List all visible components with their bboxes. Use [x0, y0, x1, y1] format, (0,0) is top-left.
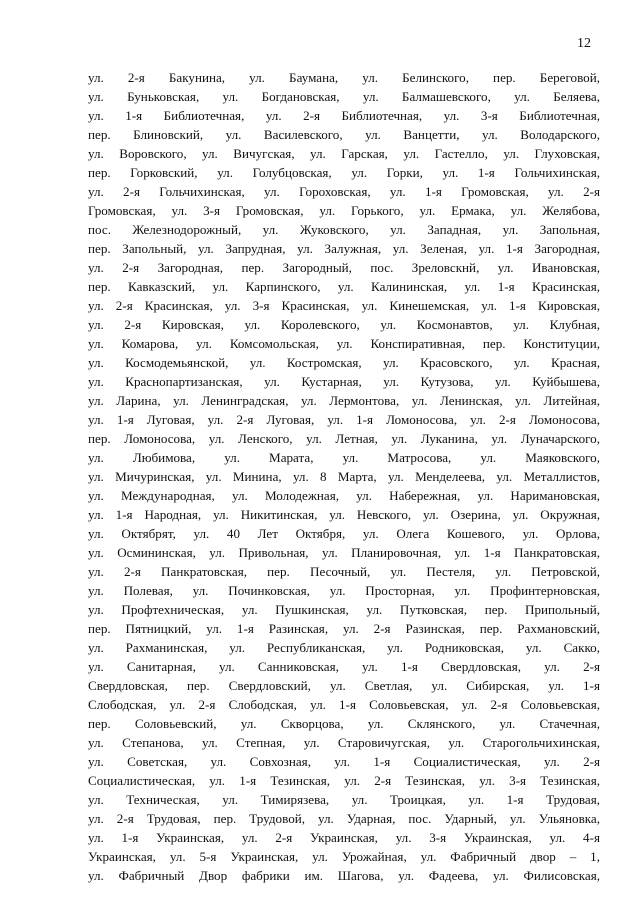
text-line: ул. 2-я Красинская, ул. 3-я Красинская, ул. Кинешемская, ул. 1-я Кировская, [88, 298, 600, 313]
text-line: ул. 2-я Бакунина, ул. Баумана, ул. Белинского, пер. Береговой, [88, 70, 600, 85]
text-line: ул. 1-я Луговая, ул. 2-я Луговая, ул. 1-я Ломоносова, ул. 2-я Ломоносова, [88, 412, 600, 427]
text-line: ул. Октябрят, ул. 40 Лет Октября, ул. Олега Кошевого, ул. Орлова, [88, 526, 600, 541]
text-line: ул. Космодемьянской, ул. Костромская, ул. Красовского, ул. Красная, [88, 355, 600, 370]
text-line: ул. Международная, ул. Молодежная, ул. Набережная, ул. Наримановская, [88, 488, 600, 503]
text-line: ул. 2-я Кировская, ул. Королевского, ул. Космонавтов, ул. Клубная, [88, 317, 600, 332]
text-line: пер. Кавказский, ул. Карпинского, ул. Калининская, ул. 1-я Красинская, [88, 279, 600, 294]
text-line: ул. Степанова, ул. Степная, ул. Старовичугская, ул. Старогольчихинская, [88, 735, 600, 750]
text-line: пер. Запольный, ул. Запрудная, ул. Залужная, ул. Зеленая, ул. 1-я Загородная, [88, 241, 600, 256]
text-line: пер. Горковский, ул. Голубцовская, ул. Горки, ул. 1-я Гольчихинская, [88, 165, 600, 180]
text-line: ул. Рахманинская, ул. Республиканская, ул. Родниковская, ул. Сакко, [88, 640, 600, 655]
body-text [88, 68, 600, 885]
text-line: Слободская, ул. 2-я Слободская, ул. 1-я Соловьевская, ул. 2-я Соловьевская, [88, 697, 600, 712]
text-line: пер. Пятницкий, ул. 1-я Разинская, ул. 2-я Разинская, пер. Рахмановский, [88, 621, 600, 636]
text-line: ул. 2-я Панкратовская, пер. Песочный, ул. Пестеля, ул. Петровской, [88, 564, 600, 579]
text-line: пос. Железнодорожный, ул. Жуковского, ул. Западная, ул. Запольная, [88, 222, 600, 237]
text-line: ул. Техническая, ул. Тимирязева, ул. Троицкая, ул. 1-я Трудовая, [88, 792, 600, 807]
text-line: ул. Мичуринская, ул. Минина, ул. 8 Марта, ул. Менделеева, ул. Металлистов, [88, 469, 600, 484]
page-number: 12 [577, 36, 591, 51]
text-line: ул. 2-я Трудовая, пер. Трудовой, ул. Ударная, пос. Ударный, ул. Ульяновка, [88, 811, 600, 826]
text-line: ул. 2-я Загородная, пер. Загородный, пос. Зреловскнй, ул. Ивановская, [88, 260, 600, 275]
text-line: ул. Любимова, ул. Марата, ул. Матросова, ул. Маяковского, [88, 450, 600, 465]
text-line: Свердловская, пер. Свердловский, ул. Светлая, ул. Сибирская, ул. 1-я [88, 678, 600, 693]
text-line: ул. Краснопартизанская, ул. Кустарная, ул. Кутузова, ул. Куйбышева, [88, 374, 600, 389]
text-line: Социалистическая, ул. 1-я Тезинская, ул. 2-я Тезинская, ул. 3-я Тезинская, [88, 773, 600, 788]
text-line: пер. Ломоносова, ул. Ленского, ул. Летная, ул. Луканина, ул. Луначарского, [88, 431, 600, 446]
text-line: Украинская, ул. 5-я Украинская, ул. Урожайная, ул. Фабричный двор – 1, [88, 849, 600, 864]
text-line: ул. Осмининская, ул. Привольная, ул. Планировочная, ул. 1-я Панкратовская, [88, 545, 600, 560]
text-line: ул. Профтехническая, ул. Пушкинская, ул. Путковская, пер. Припольный, [88, 602, 600, 617]
text-line: Громовская, ул. 3-я Громовская, ул. Горького, ул. Ермака, ул. Желябова, [88, 203, 600, 218]
text-line: ул. Воровского, ул. Вичугская, ул. Гарская, ул. Гастелло, ул. Глуховская, [88, 146, 600, 161]
text-line: пер. Соловьевский, ул. Скворцова, ул. Склянского, ул. Стачечная, [88, 716, 600, 731]
text-line: ул. 1-я Народная, ул. Никитинская, ул. Невского, ул. Озерина, ул. Окружная, [88, 507, 600, 522]
text-line: ул. Комарова, ул. Комсомольская, ул. Конспиративная, пер. Конституции, [88, 336, 600, 351]
text-line: ул. Буньковская, ул. Богдановская, ул. Балмашевского, ул. Беляева, [88, 89, 600, 104]
text-line: ул. Полевая, ул. Починковская, ул. Просторная, ул. Профинтерновская, [88, 583, 600, 598]
text-line: ул. Санитарная, ул. Санниковская, ул. 1-я Свердловская, ул. 2-я [88, 659, 600, 674]
text-line: ул. 1-я Украинская, ул. 2-я Украинская, ул. 3-я Украинская, ул. 4-я [88, 830, 600, 845]
text-line: пер. Блиновский, ул. Василевского, ул. Ванцетти, ул. Володарского, [88, 127, 600, 142]
text-line: ул. 1-я Библиотечная, ул. 2-я Библиотечная, ул. 3-я Библиотечная, [88, 108, 600, 123]
text-line: ул. 2-я Гольчихинская, ул. Гороховская, ул. 1-я Громовская, ул. 2-я [88, 184, 600, 199]
text-line: ул. Фабричный Двор фабрики им. Шагова, ул. Фадеева, ул. Филисовская, [88, 868, 600, 883]
text-line: ул. Ларина, ул. Ленинградская, ул. Лермонтова, ул. Ленинская, ул. Литейная, [88, 393, 600, 408]
text-line: ул. Советская, ул. Совхозная, ул. 1-я Социалистическая, ул. 2-я [88, 754, 600, 769]
